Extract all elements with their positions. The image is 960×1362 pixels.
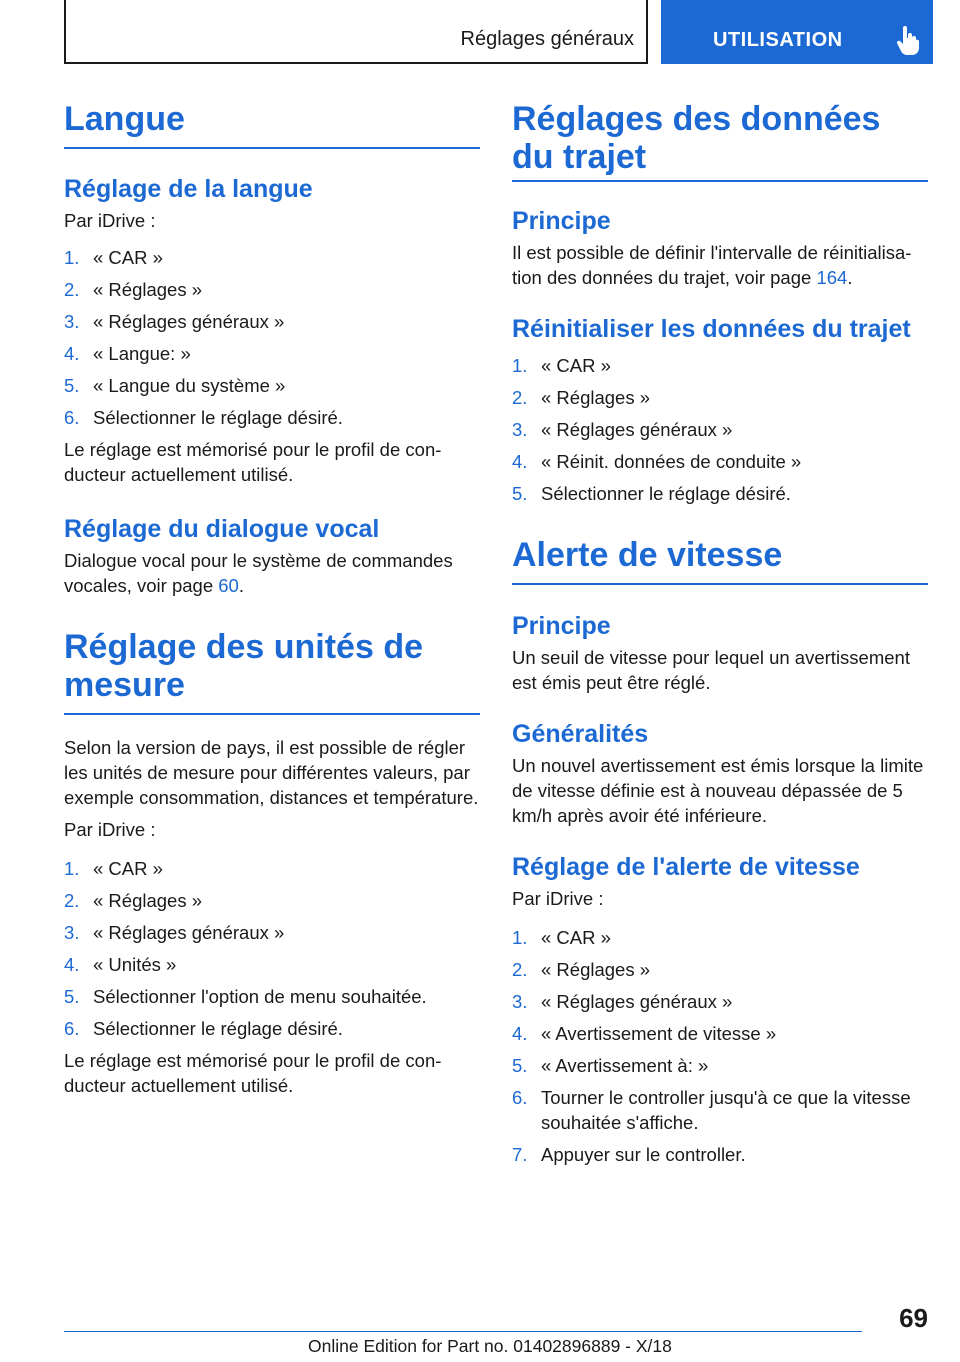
reglage-alerte-heading: Réglage de l'alerte de vitesse bbox=[512, 853, 860, 881]
list-item: 1. « CAR » bbox=[64, 858, 163, 879]
header-section-box bbox=[64, 0, 648, 64]
trajet-principe-text: Il est possible de définir l'intervalle de réinitialisation des données du trajet, voir page 164. bbox=[512, 242, 912, 288]
unites-steps bbox=[64, 856, 480, 1041]
page-link[interactable]: 164 bbox=[816, 267, 848, 288]
alerte-principe-heading: Principe bbox=[512, 612, 611, 640]
list-item: 7. Appuyer sur le controller. bbox=[512, 1144, 746, 1165]
list-item: 2. « Réglages » bbox=[64, 279, 203, 300]
dialogue-vocal-text: Dialogue vocal pour le système de commandes vocales, voir page 60. bbox=[64, 550, 453, 596]
trajet-principe-heading: Principe bbox=[512, 207, 611, 235]
section-title: Réglages généraux bbox=[460, 28, 634, 50]
list-item: 3. « Réglages généraux » bbox=[64, 922, 285, 943]
list-item: 5. « Avertissement à: » bbox=[512, 1055, 709, 1076]
page-number: 69 bbox=[899, 1303, 928, 1333]
left-column bbox=[64, 100, 480, 1098]
alerte-title: Alerte de vitesse bbox=[512, 536, 928, 585]
list-item: 3. « Réglages généraux » bbox=[64, 311, 285, 332]
list-item: 4. « Avertissement de vitesse » bbox=[512, 1023, 777, 1044]
unites-intro: Par iDrive : bbox=[64, 819, 156, 840]
list-item: 6. Sélectionner le réglage désiré. bbox=[64, 407, 343, 428]
edition-text: Online Edition for Part no. 01402896889 - X/18 bbox=[308, 1336, 672, 1356]
list-item: 2. « Réglages » bbox=[512, 959, 651, 980]
trajet-title: Réglages des données du trajet bbox=[512, 100, 928, 182]
alerte-principe-text: Un seuil de vitesse pour lequel un avertissement est émis peut être réglé. bbox=[512, 647, 910, 693]
unites-note: Le réglage est mémorisé pour le profil de conducteur actuellement utilisé. bbox=[64, 1050, 442, 1096]
chapter-tab[interactable] bbox=[661, 0, 933, 64]
list-item: 1. « CAR » bbox=[512, 927, 611, 948]
reinit-heading: Réinitialiser les données du trajet bbox=[512, 315, 911, 343]
unites-text: Selon la version de pays, il est possible de régler les unités de mesure pour différentes valeurs, par exemple consommation, distances et température. bbox=[64, 737, 479, 808]
reglage-alerte-intro: Par iDrive : bbox=[512, 888, 604, 909]
list-item: 3. « Réglages généraux » bbox=[512, 991, 733, 1012]
list-item: 5. Sélectionner le réglage désiré. bbox=[512, 483, 791, 504]
list-item: 5. Sélectionner l'option de menu souhaitée. bbox=[64, 986, 427, 1007]
right-column bbox=[512, 100, 928, 1174]
list-item: 6. Tourner le controller jusqu'à ce que la vitesse souhaitée s'affiche. bbox=[512, 1087, 911, 1133]
hand-pointer-icon bbox=[896, 26, 920, 56]
list-item: 1. « CAR » bbox=[512, 355, 611, 376]
list-item: 4. « Unités » bbox=[64, 954, 177, 975]
chapter-title: UTILISATION bbox=[713, 29, 843, 51]
dialogue-vocal-heading: Réglage du dialogue vocal bbox=[64, 515, 380, 543]
footer-divider bbox=[64, 1331, 862, 1332]
list-item: 6. Sélectionner le réglage désiré. bbox=[64, 1018, 343, 1039]
reglage-langue-steps bbox=[64, 245, 480, 430]
page-link[interactable]: 60 bbox=[218, 575, 239, 596]
list-item: 4. « Langue: » bbox=[64, 343, 191, 364]
list-item: 2. « Réglages » bbox=[512, 387, 651, 408]
reinit-steps bbox=[512, 353, 928, 506]
reglage-alerte-steps bbox=[512, 925, 928, 1167]
list-item: 5. « Langue du système » bbox=[64, 375, 286, 396]
list-item: 2. « Réglages » bbox=[64, 890, 203, 911]
langue-title: Langue bbox=[64, 100, 480, 149]
reglage-langue-heading: Réglage de la langue bbox=[64, 175, 313, 203]
generalites-text: Un nouvel avertissement est émis lorsque la limite de vitesse définie est à nouveau dépassée de 5 km/h après avoir été inférieure. bbox=[512, 755, 924, 826]
reglage-langue-note: Le réglage est mémorisé pour le profil de conducteur actuellement utilisé. bbox=[64, 439, 442, 485]
reglage-langue-intro: Par iDrive : bbox=[64, 210, 156, 231]
list-item: 1. « CAR » bbox=[64, 247, 163, 268]
unites-title: Réglage des unités de mesure bbox=[64, 628, 480, 715]
list-item: 3. « Réglages généraux » bbox=[512, 419, 733, 440]
generalites-heading: Généralités bbox=[512, 720, 649, 748]
list-item: 4. « Réinit. données de conduite » bbox=[512, 451, 802, 472]
